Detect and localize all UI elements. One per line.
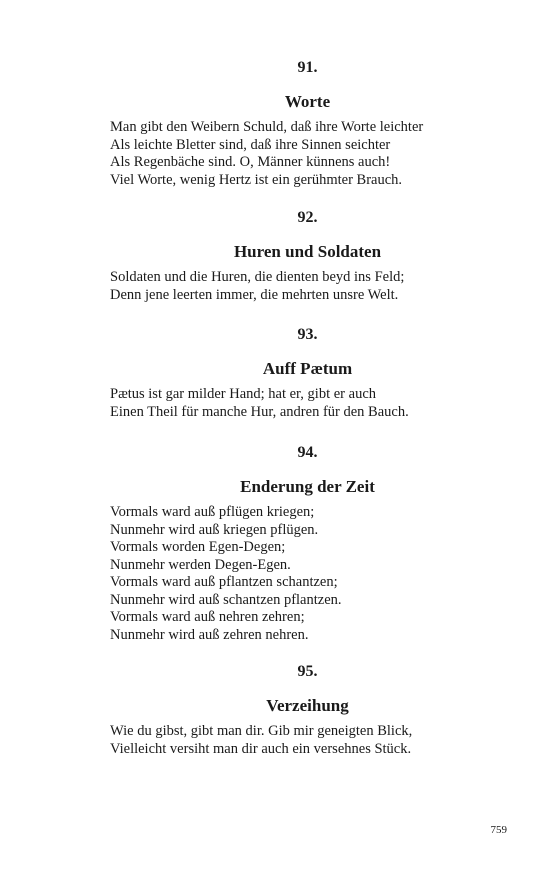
poem-title: Enderung der Zeit <box>240 477 375 496</box>
poem-text <box>110 723 505 758</box>
verse-line: Wie du gibst, gibt man dir. Gib mir geneigten Blick, <box>110 723 413 739</box>
poem-number: 95. <box>297 663 318 680</box>
page-number: 759 <box>490 824 507 836</box>
verse-line: Als leichte Bletter sind, daß ihre Sinnen seichter <box>110 136 391 153</box>
poem-number: 91. <box>297 59 318 76</box>
poem-92 <box>110 208 505 304</box>
poem-text <box>110 119 505 189</box>
poem-title: Verzeihung <box>266 696 349 715</box>
verse-line: Vielleicht versiht man dir auch ein versehnes Stück. <box>110 740 412 757</box>
verse-line: Soldaten und die Huren, die dienten beyd ins Feld; <box>110 269 405 285</box>
verse-line: Als Regenbäche sind. O, Männer künnens auch! <box>110 154 391 170</box>
verse-line: Pætus ist gar milder Hand; hat er, gibt er auch <box>110 386 376 402</box>
verse-line: Nunmehr werden Degen-Egen. <box>110 556 291 573</box>
poem-text <box>110 269 505 304</box>
poem-93 <box>110 325 505 421</box>
verse-line: Nunmehr wird auß zehren nehren. <box>110 626 309 643</box>
poem-number: 94. <box>297 444 318 461</box>
verse-line: Nunmehr wird auß schantzen pflantzen. <box>110 591 342 608</box>
verse-line: Vormals ward auß pflügen kriegen; <box>110 504 315 520</box>
poem-text <box>110 504 505 644</box>
poem-title: Auff Pætum <box>262 359 353 378</box>
poem-94 <box>110 443 505 644</box>
verse-line: Vormals worden Egen-Degen; <box>110 539 286 555</box>
verse-line: Vormals ward auß pflantzen schantzen; <box>110 574 338 590</box>
poem-title: Huren und Soldaten <box>233 242 382 261</box>
poem-text <box>110 386 505 421</box>
poem-95 <box>110 662 505 758</box>
verse-line: Nunmehr wird auß kriegen pflügen. <box>110 521 319 538</box>
poem-title: Worte <box>284 92 331 111</box>
verse-line: Denn jene leerten immer, die mehrten unsre Welt. <box>110 286 399 303</box>
verse-line: Vormals ward auß nehren zehren; <box>110 609 305 625</box>
poem-91 <box>110 58 505 189</box>
verse-line: Man gibt den Weibern Schuld, daß ihre Worte leichter <box>110 119 424 135</box>
verse-line: Viel Worte, wenig Hertz ist ein gerühmter Brauch. <box>110 171 403 188</box>
verse-line: Einen Theil für manche Hur, andren für den Bauch. <box>110 403 409 420</box>
poem-number: 92. <box>297 209 318 226</box>
poem-number: 93. <box>297 326 318 343</box>
